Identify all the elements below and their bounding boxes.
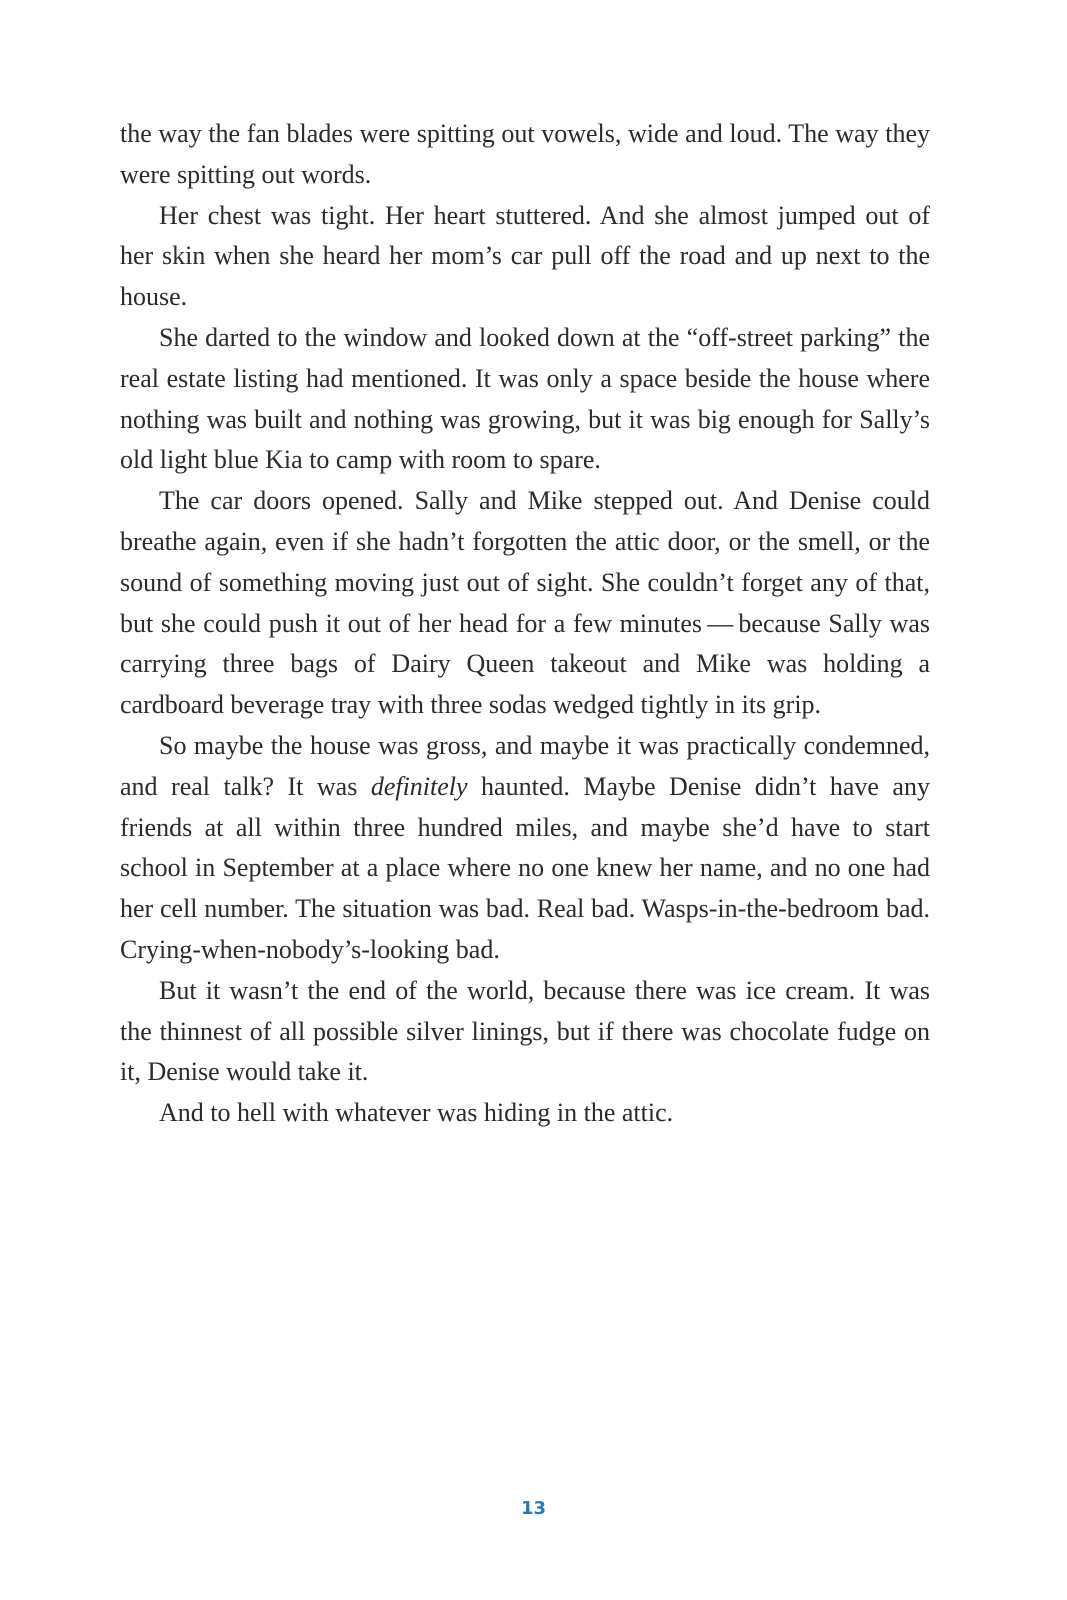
emphasis-text: definitely [370,771,468,801]
paragraph [120,726,930,971]
text-run: And to hell with whatever was hiding in the attic. [159,1098,674,1128]
text-run: The car doors opened. Sally and Mike stepped out. And Denise could breathe again, even if she hadn’t forgotten the attic door, or the smell, or the sound of something moving just out of sight. She couldn’t forget any of that, but she could push it out of her head for a few minutes — because Sally was carrying three bags of Dairy Queen takeout and Mike was holding a cardboard beverage tray with three sodas wedged tightly in its grip. [120,486,930,720]
text-run: She darted to the window and looked down at the “off-street parking” the real estate listing had mentioned. It was only a space beside the house where nothing was built and nothing was growing, but it was big enough for Sally’s old light blue Kia to camp with room to spare. [120,322,930,475]
text-run: the way the fan blades were spitting out vowels, wide and loud. The way they were spitting out words. [120,119,930,189]
page-number: 13 [520,1498,547,1519]
paragraph [120,481,930,726]
paragraph [120,114,930,196]
paragraph [120,971,930,1093]
paragraph [120,318,930,481]
body-text [120,114,930,1134]
paragraph [120,196,930,318]
text-run: Her chest was tight. Her heart stuttered. And she almost jumped out of her skin when she heard her mom’s car pull off the road and up next to the house. [120,200,930,312]
text-run: So maybe the house was gross, and maybe it was practically condemned, and real talk? It was [120,730,930,801]
text-run: But it wasn’t the end of the world, because there was ice cream. It was the thinnest of all possible silver linings, but if there was chocolate fudge on it, Denise would take it. [120,975,930,1087]
text-run: haunted. Maybe Denise didn’t have any friends at all within three hundred miles, and maybe she’d have to start school in September at a place where no one knew her name, and no one had her cell number. The situation was bad. Real bad. Wasps-in-the-bedroom bad. Crying-when-nobody’s-looking bad. [120,771,930,964]
paragraph [120,1093,930,1134]
